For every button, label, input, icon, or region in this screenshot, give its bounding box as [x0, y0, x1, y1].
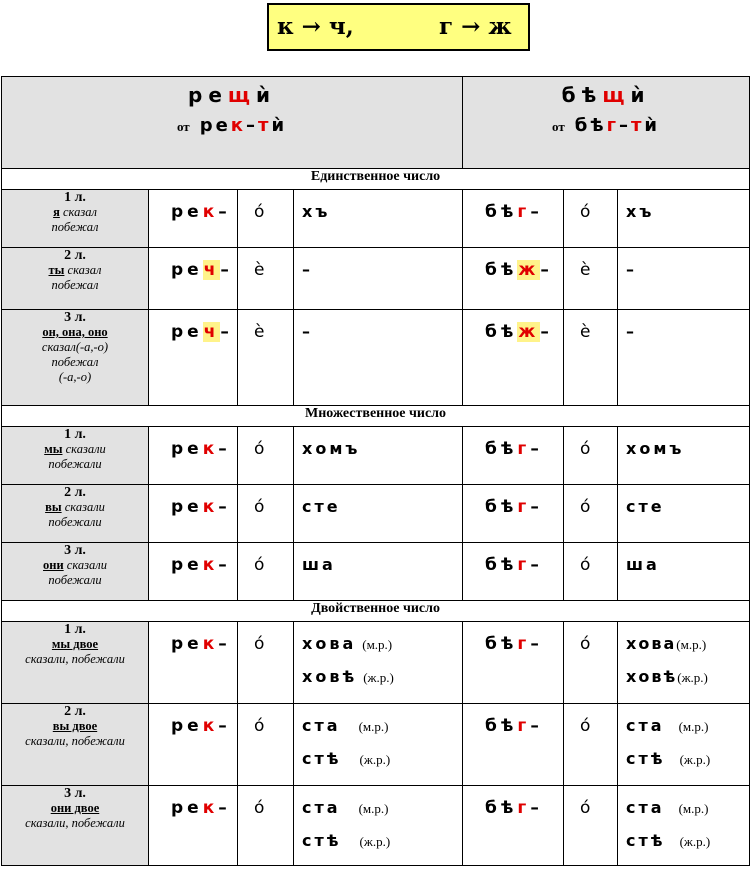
title-box: [267, 3, 530, 51]
row-label-s2: 2 л. ты сказал побежал: [2, 248, 149, 310]
section-dual: Двойственное число: [2, 601, 750, 622]
right-ending-s1: хъ: [618, 190, 750, 248]
left-ending-d1: хова (м.р.) ховѣ (ж.р.): [294, 622, 463, 704]
right-ending-p3: ша: [618, 543, 750, 601]
left-accent-d3: о́: [238, 786, 294, 866]
left-stem-p1: рек–: [149, 427, 238, 485]
left-accent-p2: о́: [238, 485, 294, 543]
right-accent-s3: ѐ: [564, 310, 618, 406]
row-label-d3: 3 л. они двое сказали, побежали: [2, 786, 149, 866]
right-accent-p3: о́: [564, 543, 618, 601]
right-ending-d3: ста (м.р.) стѣ (ж.р.): [618, 786, 750, 866]
right-ending-p1: хомъ: [618, 427, 750, 485]
left-accent-s3: ѐ: [238, 310, 294, 406]
right-stem-d2: бѣг–: [463, 704, 564, 786]
right-accent-d2: о́: [564, 704, 618, 786]
left-accent-s2: ѐ: [238, 248, 294, 310]
row-label-s3: 3 л. он, она, оно сказал(-а,-о) побежал (-а,-о): [2, 310, 149, 406]
right-stem-s3: бѣж–: [463, 310, 564, 406]
section-singular: Единственное число: [2, 169, 750, 190]
left-stem-d1: рек–: [149, 622, 238, 704]
right-stem-p3: бѣг–: [463, 543, 564, 601]
left-stem-d2: рек–: [149, 704, 238, 786]
conjugation-table: [1, 76, 750, 866]
row-label-d1: 1 л. мы двое сказали, побежали: [2, 622, 149, 704]
header-left-word: рещѝ: [188, 83, 277, 107]
left-ending-s2: –: [294, 248, 463, 310]
left-accent-p1: о́: [238, 427, 294, 485]
right-accent-d1: о́: [564, 622, 618, 704]
left-ending-s1: хъ: [294, 190, 463, 248]
left-stem-s2: реч–: [149, 248, 238, 310]
left-stem-s1: рек–: [149, 190, 238, 248]
header-right-root: от бѣг–тѝ: [552, 115, 661, 136]
left-accent-d2: о́: [238, 704, 294, 786]
header-right-word: бѣщѝ: [561, 83, 651, 107]
right-stem-p2: бѣг–: [463, 485, 564, 543]
left-accent-d1: о́: [238, 622, 294, 704]
right-ending-d1: хова(м.р.) ховѣ(ж.р.): [618, 622, 750, 704]
left-stem-p2: рек–: [149, 485, 238, 543]
left-ending-d2: ста (м.р.) стѣ (ж.р.): [294, 704, 463, 786]
left-ending-p1: хомъ: [294, 427, 463, 485]
left-ending-s3: –: [294, 310, 463, 406]
right-stem-s1: бѣг–: [463, 190, 564, 248]
right-ending-d2: ста (м.р.) стѣ (ж.р.): [618, 704, 750, 786]
row-label-p1: 1 л. мы сказали побежали: [2, 427, 149, 485]
right-accent-s1: о́: [564, 190, 618, 248]
right-accent-p2: о́: [564, 485, 618, 543]
left-stem-s3: реч–: [149, 310, 238, 406]
header-left-root: от рек–тѝ: [176, 115, 288, 136]
left-accent-s1: о́: [238, 190, 294, 248]
header-left: [2, 77, 463, 169]
title-rule-g-zh: г → ж: [439, 13, 512, 40]
left-ending-p3: ша: [294, 543, 463, 601]
left-stem-p3: рек–: [149, 543, 238, 601]
row-label-p3: 3 л. они сказали побежали: [2, 543, 149, 601]
title-rule-k-ch: к → ч,: [277, 13, 354, 40]
row-label-s1: 1 л. я сказал побежал: [2, 190, 149, 248]
row-label-p2: 2 л. вы сказали побежали: [2, 485, 149, 543]
right-accent-s2: ѐ: [564, 248, 618, 310]
right-stem-p1: бѣг–: [463, 427, 564, 485]
right-ending-s3: –: [618, 310, 750, 406]
right-stem-d3: бѣг–: [463, 786, 564, 866]
row-label-d2: 2 л. вы двое сказали, побежали: [2, 704, 149, 786]
left-accent-p3: о́: [238, 543, 294, 601]
left-ending-p2: сте: [294, 485, 463, 543]
header-right: [463, 77, 750, 169]
right-ending-s2: –: [618, 248, 750, 310]
right-stem-s2: бѣж–: [463, 248, 564, 310]
right-stem-d1: бѣг–: [463, 622, 564, 704]
left-stem-d3: рек–: [149, 786, 238, 866]
section-plural: Множественное число: [2, 406, 750, 427]
right-accent-d3: о́: [564, 786, 618, 866]
left-ending-d3: ста (м.р.) стѣ (ж.р.): [294, 786, 463, 866]
right-accent-p1: о́: [564, 427, 618, 485]
right-ending-p2: сте: [618, 485, 750, 543]
